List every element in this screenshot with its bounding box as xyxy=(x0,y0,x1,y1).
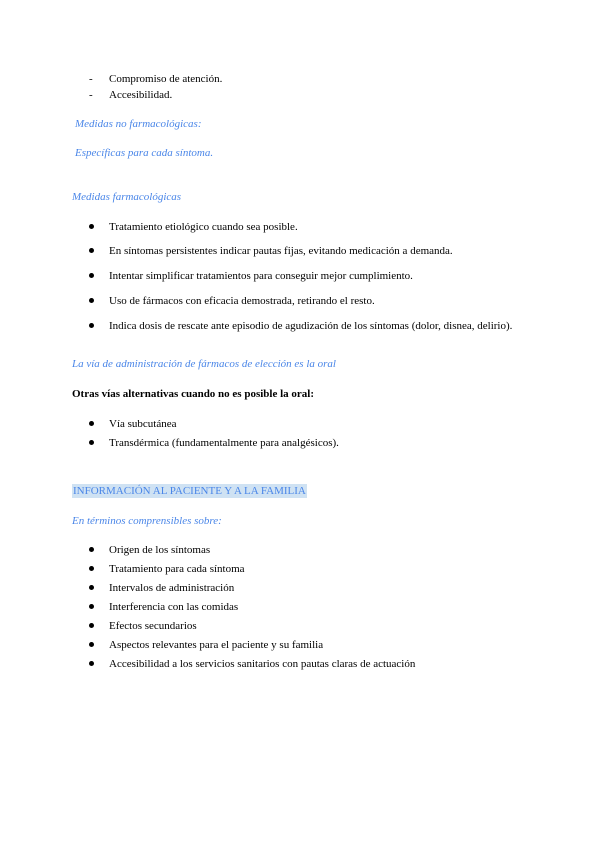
bullet-icon xyxy=(89,440,94,445)
bullet-icon xyxy=(89,547,94,552)
list-item: Uso de fármacos con eficacia demostrada, retirando el resto. xyxy=(109,295,375,307)
list-item: Tratamiento para cada síntoma xyxy=(109,563,245,575)
bullet-icon xyxy=(89,421,94,426)
bullet-icon xyxy=(89,585,94,590)
bullet-icon xyxy=(89,642,94,647)
list-item: Efectos secundarios xyxy=(109,620,197,632)
bullet-icon xyxy=(89,623,94,628)
list-item: Indica dosis de rescate ante episodio de agudización de los síntomas (dolor, disnea, delirio). xyxy=(109,320,513,332)
subheading-otras-vias: Otras vías alternativas cuando no es posible la oral: xyxy=(72,388,315,400)
subheading-no-farmacologicas: Medidas no farmacológicas: xyxy=(75,118,202,130)
list-item: Interferencia con las comidas xyxy=(109,601,239,613)
list-item: En síntomas persistentes indicar pautas fijas, evitando medicación a demanda. xyxy=(109,245,453,257)
section-heading: INFORMACIÓN AL PACIENTE Y A LA FAMILIA xyxy=(73,485,306,497)
subheading-via-oral: La vía de administración de fármacos de elección es la oral xyxy=(72,358,336,370)
list-item: Vía subcutánea xyxy=(109,418,177,430)
bullet-icon xyxy=(89,248,94,253)
bullet-icon xyxy=(89,604,94,609)
dash-marker: - xyxy=(89,89,93,101)
bullet-icon xyxy=(89,298,94,303)
list-item: Aspectos relevantes para el paciente y su familia xyxy=(109,639,324,651)
list-item: Tratamiento etiológico cuando sea posible. xyxy=(109,221,298,233)
list-item: Intentar simplificar tratamientos para conseguir mejor cumplimiento. xyxy=(109,270,413,282)
subheading-especificas: Específicas para cada síntoma. xyxy=(75,147,214,159)
list-item: Origen de los síntomas xyxy=(109,544,211,556)
subheading-farmacologicas: Medidas farmacológicas xyxy=(72,191,182,203)
subheading-terminos: En términos comprensibles sobre: xyxy=(72,515,222,527)
dash-marker: - xyxy=(89,73,93,85)
bullet-icon xyxy=(89,224,94,229)
bullet-icon xyxy=(89,323,94,328)
bullet-icon xyxy=(89,661,94,666)
list-item: Intervalos de administración xyxy=(109,582,235,594)
list-item: Accesibilidad a los servicios sanitarios con pautas claras de actuación xyxy=(109,658,416,670)
list-item: Transdérmica (fundamentalmente para analgésicos). xyxy=(109,437,339,449)
dash-item: Compromiso de atención. xyxy=(109,73,223,85)
dash-item: Accesibilidad. xyxy=(109,89,173,101)
bullet-icon xyxy=(89,273,94,278)
bullet-icon xyxy=(89,566,94,571)
